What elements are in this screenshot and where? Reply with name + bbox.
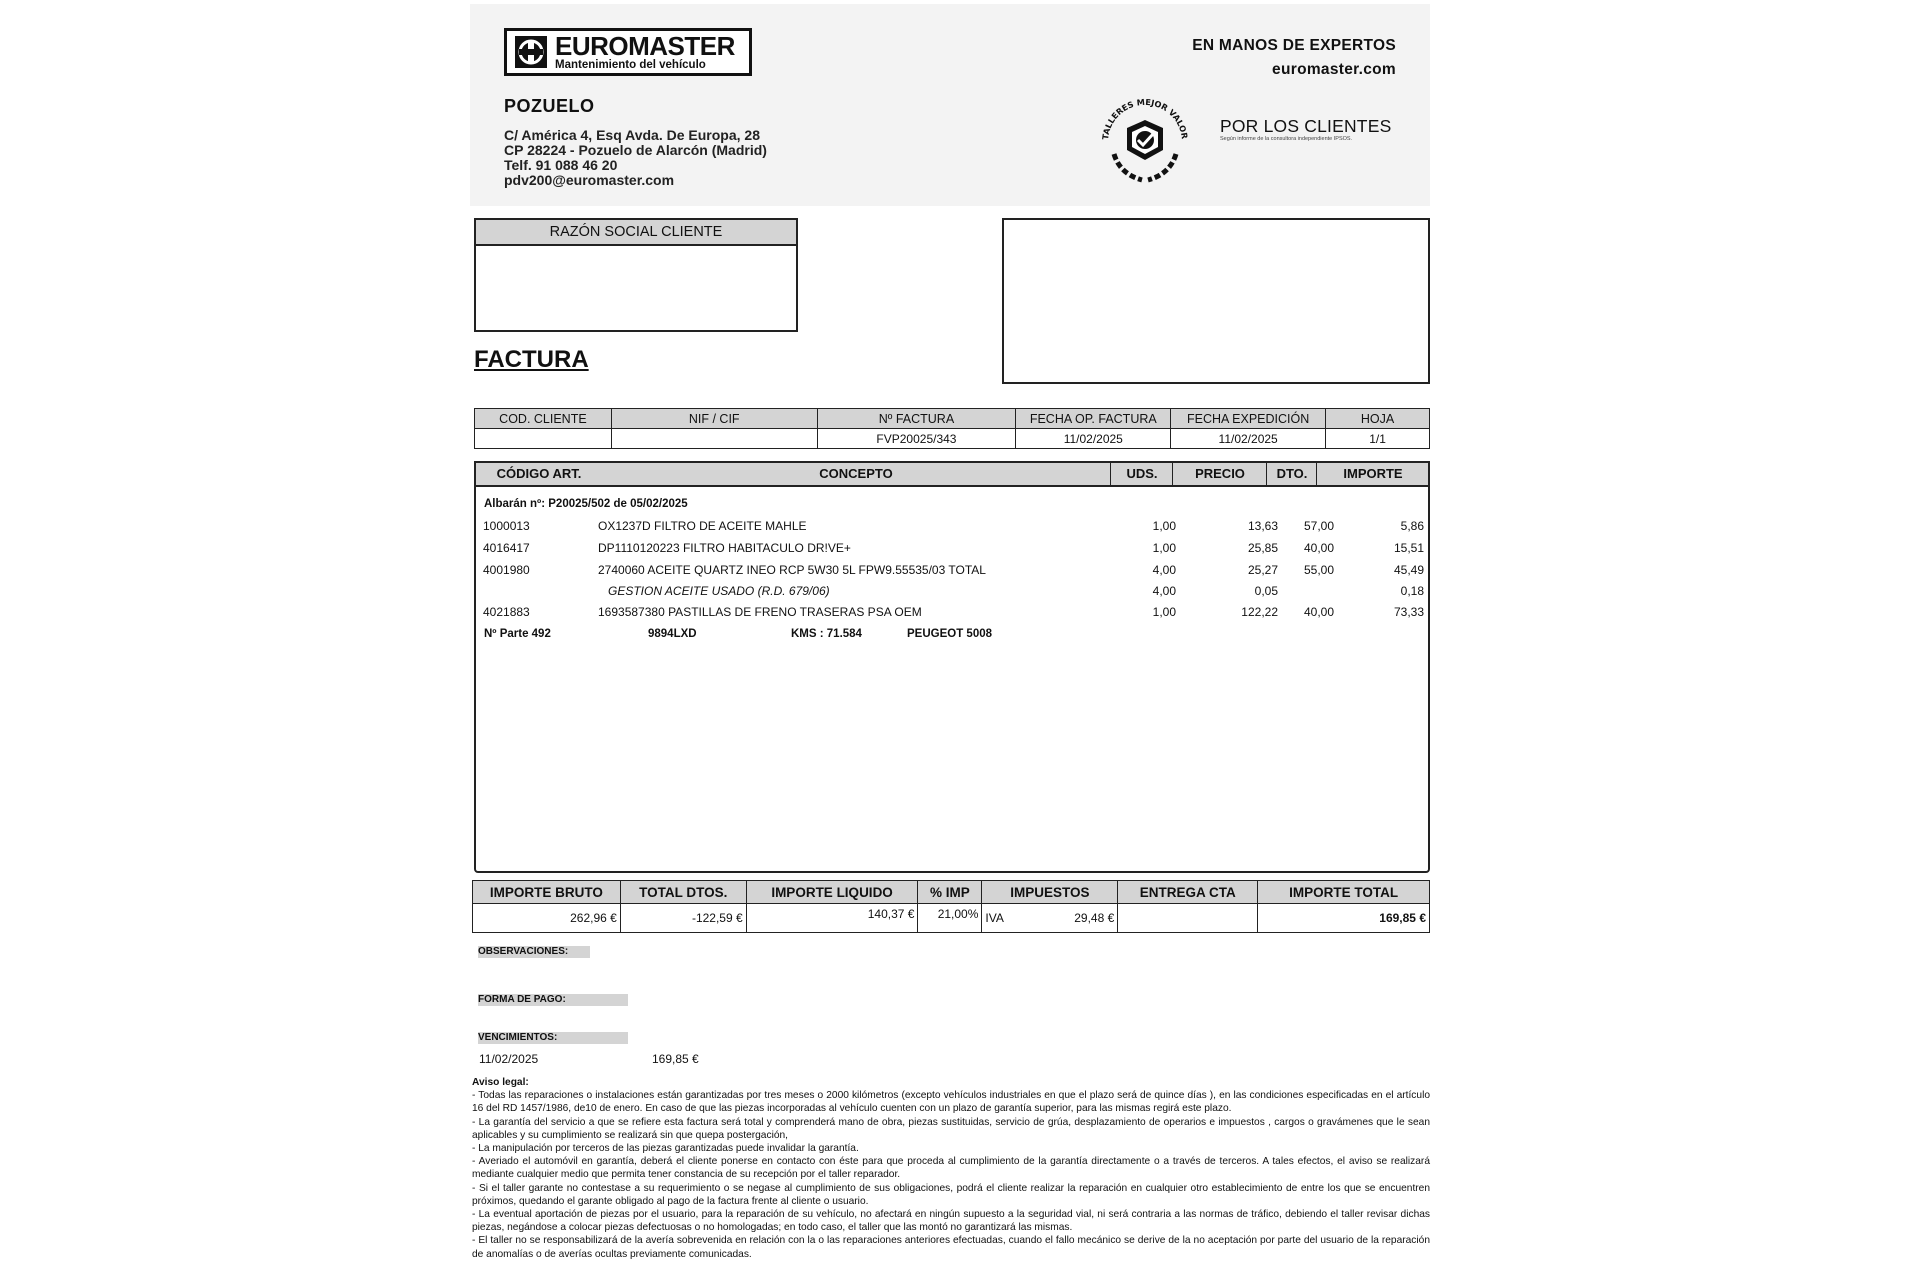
item-price: 13,63 <box>1247 519 1278 533</box>
col-header-dto: DTO. <box>1266 463 1317 485</box>
item-code: 1000013 <box>483 519 530 533</box>
totals-header: IMPORTE LIQUIDO <box>746 881 918 904</box>
meta-value-row <box>475 429 1430 449</box>
totals-table <box>472 880 1430 933</box>
por-los-clientes: POR LOS CLIENTES <box>1220 116 1392 136</box>
item-amount: 5,86 <box>1400 519 1424 533</box>
award-badge-icon <box>1090 84 1200 194</box>
totals-header: IMPORTE BRUTO <box>473 881 621 904</box>
work-order-number: Nº Parte 492 <box>484 628 551 640</box>
brand-subtitle: Mantenimiento del vehículo <box>555 58 706 71</box>
meta-header: HOJA <box>1326 409 1430 429</box>
item-price: 25,85 <box>1247 541 1278 555</box>
totals-header-row <box>473 881 1430 904</box>
badge-arc-text: TALLERES MEJOR VALOR <box>1100 96 1190 141</box>
legal-paragraph: - Averiado el automóvil en garantía, deberá el cliente ponerse en contacto con éste para que proceda al cumplimiento de la garantía directamente o a través de terceros. A tales efectos, el aviso se realizará mediante cualquier medio que permita tener constancia de su recepción por el taller reparador. <box>472 1156 1430 1181</box>
tagline-website: euromaster.com <box>1272 61 1396 78</box>
totals-value-row <box>473 904 1430 933</box>
tax-cell <box>982 904 1118 933</box>
document-title: FACTURA <box>474 346 589 373</box>
line-items-header <box>476 463 1428 487</box>
col-header-concepto: CONCEPTO <box>819 466 893 481</box>
table-row <box>476 584 1428 604</box>
euromaster-logo <box>504 28 752 76</box>
shop-address <box>504 128 767 188</box>
invoice-number: FVP20025/343 <box>817 429 1016 449</box>
odometer-reading: KMS : 71.584 <box>791 628 862 640</box>
vehicle-model: PEUGEOT 5008 <box>907 628 993 640</box>
totals-header: IMPUESTOS <box>982 881 1118 904</box>
item-code: 4016417 <box>483 541 530 555</box>
item-discount: 55,00 <box>1303 563 1334 577</box>
due-dates-label: VENCIMIENTOS: <box>478 1032 628 1044</box>
totals-header: ENTREGA CTA <box>1118 881 1258 904</box>
invoice-page <box>470 0 1430 1260</box>
col-header-importe: IMPORTE <box>1316 463 1429 485</box>
address-line: CP 28224 - Pozuelo de Alarcón (Madrid) <box>504 142 767 158</box>
meta-header: FECHA OP. FACTURA <box>1016 409 1171 429</box>
gross-amount: 262,96 € <box>473 904 621 933</box>
por-los-clientes-note: Según informe de la consultora independiente IPSOS. <box>1220 136 1353 142</box>
table-row <box>476 541 1428 561</box>
observations-label: OBSERVACIONES: <box>478 946 590 958</box>
item-concept: GESTION ACEITE USADO (R.D. 679/06) <box>608 584 830 598</box>
item-code: 4021883 <box>483 605 530 619</box>
invoice-meta-table <box>474 408 1430 449</box>
col-header-uds: UDS. <box>1110 463 1173 485</box>
item-price: 122,22 <box>1241 605 1278 619</box>
item-code: 4001980 <box>483 563 530 577</box>
meta-header: Nº FACTURA <box>817 409 1016 429</box>
item-amount: 73,33 <box>1393 605 1424 619</box>
brand-name: EUROMASTER <box>555 30 735 61</box>
item-amount: 0,18 <box>1400 584 1424 598</box>
issue-date: 11/02/2025 <box>1171 429 1326 449</box>
item-units: 1,00 <box>1152 541 1176 555</box>
line-items-table <box>474 461 1430 873</box>
meta-header-row <box>475 409 1430 429</box>
totals-header: IMPORTE TOTAL <box>1258 881 1430 904</box>
operation-date: 11/02/2025 <box>1016 429 1171 449</box>
item-amount: 45,49 <box>1393 563 1424 577</box>
customer-box-label: RAZÓN SOCIAL CLIENTE <box>476 220 796 246</box>
item-amount: 15,51 <box>1393 541 1424 555</box>
legal-title: Aviso legal: <box>472 1077 529 1088</box>
item-discount: 40,00 <box>1303 605 1334 619</box>
item-concept: 2740060 ACEITE QUARTZ INEO RCP 5W30 5L FPW9.55535/03 TOTAL <box>598 563 986 577</box>
meta-header: NIF / CIF <box>611 409 817 429</box>
item-concept: DP1110120223 FILTRO HABITACULO DR!VE+ <box>598 541 851 555</box>
totals-header: % IMP <box>918 881 982 904</box>
legal-paragraph: - La eventual aportación de piezas por el usuario, para la reparación de su vehículo, no afectará en ningún supuesto a la seguridad vial, ni será contraria a las normas de tráfico, debiendo el taller revisar dichas piezas, negándose a colocar piezas defectuosas o no homologadas; en todo caso, el taller que las montó no garantizará las mismas. <box>472 1209 1430 1234</box>
item-units: 4,00 <box>1152 563 1176 577</box>
tax-percent: 21,00% <box>918 904 982 933</box>
customer-code <box>475 429 612 449</box>
euromaster-emblem-icon <box>511 33 551 71</box>
total-amount: 169,85 € <box>1258 904 1430 933</box>
legal-paragraph: - La manipulación por terceros de las piezas garantizadas puede invalidar la garantía. <box>472 1143 859 1155</box>
table-row <box>476 605 1428 625</box>
item-units: 1,00 <box>1152 519 1176 533</box>
table-row <box>476 519 1428 539</box>
item-discount: 40,00 <box>1303 541 1334 555</box>
legal-notice <box>472 1076 1430 1261</box>
legal-paragraph: - La garantía del servicio a que se refiere esta factura será total y comprenderá mano de obra, piezas sustituidas, servicio de grúa, desplazamiento de operarios e impuestos , cargos o gravámenes que le sean aplicables y su cumplimiento se realizará sin que quepa postergación, <box>472 1116 1430 1141</box>
tagline-experts: EN MANOS DE EXPERTOS <box>1192 37 1396 54</box>
totals-header: TOTAL DTOS. <box>620 881 746 904</box>
item-discount: 57,00 <box>1303 519 1334 533</box>
sheet-number: 1/1 <box>1326 429 1430 449</box>
item-concept: 1693587380 PASTILLAS DE FRENO TRASERAS PSA OEM <box>598 605 922 619</box>
total-discounts: -122,59 € <box>620 904 746 933</box>
due-amount: 169,85 € <box>652 1052 699 1066</box>
item-units: 1,00 <box>1152 605 1176 619</box>
col-header-codigo: CÓDIGO ART. <box>496 466 582 481</box>
delivery-note: Albarán nº: P20025/502 de 05/02/2025 <box>484 498 688 510</box>
meta-header: COD. CLIENTE <box>475 409 612 429</box>
item-price: 0,05 <box>1254 584 1278 598</box>
down-payment <box>1118 904 1258 933</box>
phone-line: Telf. 91 088 46 20 <box>504 157 618 173</box>
payment-method-label: FORMA DE PAGO: <box>478 994 628 1006</box>
due-date: 11/02/2025 <box>479 1052 539 1066</box>
col-header-precio: PRECIO <box>1172 463 1267 485</box>
email-line: pdv200@euromaster.com <box>504 172 675 188</box>
tagline <box>1192 34 1396 82</box>
customer-box <box>474 218 798 332</box>
item-concept: OX1237D FILTRO DE ACEITE MAHLE <box>598 519 807 533</box>
tax-amount: 29,48 € <box>1074 911 1115 925</box>
meta-header: FECHA EXPEDICIÓN <box>1171 409 1326 429</box>
legal-paragraph: - El taller no se responsabilizará de la avería sobrevenida en relación con la o las reparaciones anteriores efectuadas, cuando el fallo mecánico se derive de la no aceptación por parte del usuario de la reparación de anomalías o de averías ocultas previamente comunicadas. <box>472 1235 1430 1260</box>
item-units: 4,00 <box>1152 584 1176 598</box>
address-line: C/ América 4, Esq Avda. De Europa, 28 <box>504 127 760 143</box>
shop-name: POZUELO <box>504 96 595 116</box>
license-plate: 9894LXD <box>648 628 697 640</box>
invoice-header <box>470 4 1430 206</box>
legal-paragraph: - Si el taller garante no contestase a su requerimiento o se negase al cumplimiento de sus obligaciones, podrá el cliente realizar la reparación en cualquier otro establecimiento de entre los que se encuentren próximos, quedando el garante obligado al pago de la factura frente al cliente o usuario. <box>472 1182 1430 1207</box>
net-amount: 140,37 € <box>746 904 918 933</box>
item-price: 25,27 <box>1247 563 1278 577</box>
legal-paragraph: - Todas las reparaciones o instalaciones están garantizadas por tres meses o 2000 kilómetros (excepto vehículos industriales en que el plazo será de quince días ), en las condiciones especificadas en el artículo 16 del RD 1457/1986, de10 de enero. En caso de que las piezas incorporadas al vehículo cuenten con un plazo de garantía superior, para las mismas regirá este plazo. <box>472 1090 1430 1115</box>
tax-name: IVA <box>985 911 1004 925</box>
table-row <box>476 563 1428 583</box>
address-window <box>1002 218 1430 384</box>
nif-cif <box>611 429 817 449</box>
